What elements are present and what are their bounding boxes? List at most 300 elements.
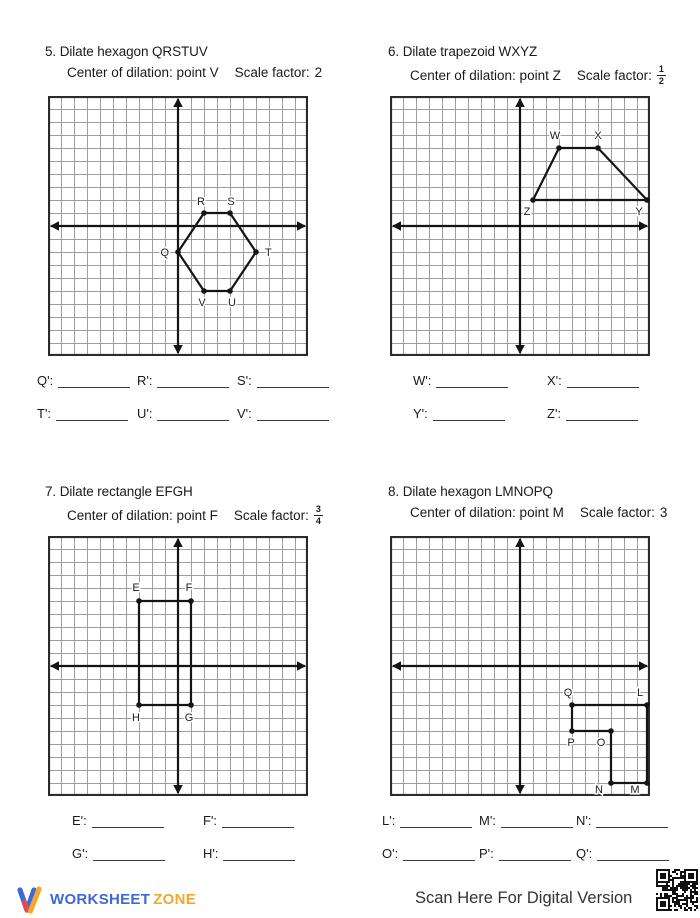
center-of-dilation-label: Center of dilation: point V	[67, 65, 219, 80]
qr-module	[674, 893, 676, 895]
qr-module	[686, 903, 688, 905]
qr-module	[684, 885, 686, 887]
problem-subtitle	[67, 505, 323, 526]
qr-module	[678, 899, 680, 901]
answer-label: X':	[547, 373, 562, 388]
qr-module	[680, 895, 682, 897]
axis-arrow	[50, 221, 59, 231]
vertex-label-Y: Y	[635, 206, 643, 218]
center-of-dilation-label: Center of dilation: point M	[410, 505, 564, 520]
vertex-label-N: N	[595, 784, 603, 796]
qr-module	[676, 901, 678, 903]
qr-module	[666, 885, 668, 887]
qr-module	[692, 883, 694, 885]
qr-module	[656, 883, 658, 885]
axis-arrow	[297, 661, 306, 671]
qr-module	[690, 891, 692, 893]
logo-text-worksheet: WORKSHEET	[50, 890, 151, 908]
qr-module	[694, 893, 696, 895]
axis-arrow	[173, 785, 183, 794]
answer-item	[479, 813, 576, 828]
qr-module	[672, 899, 674, 901]
qr-module	[682, 889, 684, 891]
answer-label: S':	[237, 373, 252, 388]
center-of-dilation-label: Center of dilation: point Z	[410, 68, 561, 83]
qr-module	[682, 881, 684, 883]
answer-blank[interactable]	[58, 375, 130, 388]
answer-label: L':	[382, 813, 396, 828]
scale-factor-value: 3	[659, 505, 668, 520]
qr-module	[660, 885, 662, 887]
qr-module	[676, 899, 678, 901]
qr-module	[676, 895, 678, 897]
qr-module	[686, 895, 688, 897]
axis-arrow	[515, 98, 525, 107]
qr-module	[682, 883, 684, 885]
qr-module	[686, 889, 688, 891]
qr-module	[696, 905, 698, 907]
answer-row	[373, 846, 700, 879]
qr-module	[696, 901, 698, 903]
qr-module	[672, 893, 674, 895]
qr-module	[686, 901, 688, 903]
qr-module	[684, 891, 686, 893]
answer-label: Y':	[413, 406, 428, 421]
qr-module	[666, 883, 668, 885]
answer-row	[30, 406, 370, 439]
qr-module	[696, 883, 698, 885]
qr-module	[684, 887, 686, 889]
answer-blank[interactable]	[222, 815, 294, 828]
vertex-label-E: E	[132, 582, 140, 594]
answer-label: H':	[203, 846, 219, 861]
scale-factor-label: Scale factor:	[576, 68, 652, 83]
vertex-label-M: M	[630, 784, 640, 796]
qr-module	[680, 883, 682, 885]
answer-row	[373, 373, 700, 406]
qr-module	[692, 887, 694, 889]
qr-module	[692, 897, 694, 899]
qr-module	[676, 873, 678, 875]
logo-w-icon	[15, 884, 47, 914]
answer-label: P':	[479, 846, 494, 861]
vertex-dot-P	[569, 728, 575, 734]
qr-module	[696, 897, 698, 899]
qr-module	[678, 877, 680, 879]
qr-module	[674, 909, 676, 911]
answer-item	[547, 406, 681, 421]
qr-module	[672, 877, 674, 879]
qr-module	[686, 887, 688, 889]
problem-title: 8. Dilate hexagon LMNOPQ	[388, 484, 553, 499]
qr-module	[666, 895, 668, 897]
answer-blank[interactable]	[92, 815, 164, 828]
qr-module	[656, 885, 658, 887]
answer-blank[interactable]	[257, 375, 329, 388]
qr-module	[688, 897, 690, 899]
problem-title: 6. Dilate trapezoid WXYZ	[388, 44, 538, 59]
answer-section	[30, 813, 370, 879]
qr-module	[682, 899, 684, 901]
answer-label: Q':	[576, 846, 593, 861]
vertex-dot-Q	[569, 702, 575, 708]
qr-module	[690, 897, 692, 899]
axis-arrow	[392, 661, 401, 671]
qr-module	[670, 909, 672, 911]
qr-module	[674, 887, 676, 889]
scale-factor-value: 2	[314, 65, 323, 80]
answer-label: T':	[37, 406, 52, 421]
qr-module	[684, 889, 686, 891]
answer-item	[547, 373, 681, 388]
axis-arrow	[173, 345, 183, 354]
qr-module	[682, 877, 684, 879]
qr-module	[668, 889, 670, 891]
vertex-label-T: T	[265, 247, 272, 259]
fraction-denominator: 2	[658, 76, 664, 86]
answer-item	[382, 813, 479, 828]
qr-module	[680, 873, 682, 875]
qr-module	[676, 885, 678, 887]
qr-module	[680, 881, 682, 883]
qr-module	[674, 869, 676, 871]
qr-module	[694, 901, 696, 903]
qr-module	[676, 869, 678, 871]
qr-module	[692, 885, 694, 887]
answer-label: N':	[576, 813, 592, 828]
qr-module	[658, 885, 660, 887]
answer-item	[203, 813, 334, 828]
qr-module	[678, 869, 680, 871]
answer-section	[373, 813, 700, 879]
answer-item	[72, 813, 203, 828]
qr-module	[676, 887, 678, 889]
qr-module	[670, 887, 672, 889]
scan-here-text: Scan Here For Digital Version	[415, 889, 633, 907]
answer-label: R':	[137, 373, 153, 388]
qr-module	[674, 905, 676, 907]
qr-module	[694, 909, 696, 911]
qr-module	[664, 885, 666, 887]
qr-module	[672, 885, 674, 887]
vertex-label-S: S	[227, 196, 235, 208]
scale-factor-value	[657, 65, 666, 86]
qr-module	[680, 905, 682, 907]
vertex-dot-N	[608, 780, 614, 786]
qr-module	[684, 903, 686, 905]
axis-arrow	[173, 538, 183, 547]
qr-module	[672, 883, 674, 885]
scale-factor-label: Scale factor:	[234, 65, 310, 80]
qr-module	[680, 875, 682, 877]
answer-blank[interactable]	[157, 408, 229, 421]
qr-module	[696, 893, 698, 895]
vertex-dot-U	[227, 288, 233, 294]
qr-module	[690, 899, 692, 901]
vertex-dot-Q	[175, 249, 181, 255]
qr-module	[670, 889, 672, 891]
problem-5	[30, 40, 370, 480]
qr-module	[694, 889, 696, 891]
answer-item	[37, 406, 137, 421]
qr-module	[672, 871, 674, 873]
qr-module	[692, 895, 694, 897]
qr-module	[664, 893, 666, 895]
answer-label: F':	[203, 813, 218, 828]
qr-module	[656, 893, 658, 895]
qr-module	[690, 885, 692, 887]
qr-module	[682, 893, 684, 895]
scale-factor-label: Scale factor:	[233, 508, 309, 523]
qr-module	[670, 879, 672, 881]
qr-module	[662, 885, 664, 887]
scale-fraction	[657, 65, 666, 86]
qr-module	[670, 875, 672, 877]
axis-arrow	[50, 661, 59, 671]
qr-module	[672, 897, 674, 899]
qr-module	[694, 887, 696, 889]
qr-module	[684, 899, 686, 901]
qr-module	[666, 889, 668, 891]
answer-blank[interactable]	[596, 815, 668, 828]
vertex-dot-X	[595, 145, 601, 151]
answer-label: U':	[137, 406, 153, 421]
answer-blank[interactable]	[93, 848, 165, 861]
answer-blank[interactable]	[433, 408, 505, 421]
qr-module	[672, 901, 674, 903]
answer-label: G':	[72, 846, 89, 861]
answer-blank[interactable]	[499, 848, 571, 861]
answer-item	[72, 846, 203, 861]
qr-module	[686, 883, 688, 885]
coordinate-grid	[48, 96, 308, 356]
answer-label: E':	[72, 813, 87, 828]
problem-title: 5. Dilate hexagon QRSTUV	[45, 44, 208, 59]
qr-module	[666, 893, 668, 895]
vertex-dot-O	[608, 728, 614, 734]
axis-arrow	[639, 221, 648, 231]
answer-blank[interactable]	[597, 848, 669, 861]
qr-module	[660, 893, 662, 895]
problem-title: 7. Dilate rectangle EFGH	[45, 484, 193, 499]
problem-6	[373, 40, 700, 480]
qr-module	[692, 901, 694, 903]
qr-module	[684, 897, 686, 899]
qr-module	[672, 891, 674, 893]
vertex-dot-F	[188, 598, 194, 604]
qr-module	[670, 905, 672, 907]
qr-module	[680, 877, 682, 879]
qr-module	[696, 899, 698, 901]
answer-item	[479, 846, 576, 861]
answer-label: M':	[479, 813, 496, 828]
coordinate-grid	[390, 96, 650, 356]
vertex-label-V: V	[198, 297, 206, 309]
problem-subtitle	[410, 505, 667, 520]
worksheetzone-logo	[15, 884, 196, 914]
vertex-dot-W	[556, 145, 562, 151]
qr-module	[674, 877, 676, 879]
qr-module	[686, 897, 688, 899]
answer-blank[interactable]	[223, 848, 295, 861]
qr-module	[688, 883, 690, 885]
axis-arrow	[515, 345, 525, 354]
qr-module	[678, 901, 680, 903]
logo-w-red-stroke	[24, 903, 27, 911]
qr-module	[660, 895, 662, 897]
qr-module	[676, 877, 678, 879]
answer-row	[30, 373, 370, 406]
answer-blank[interactable]	[436, 375, 508, 388]
axis-arrow	[515, 785, 525, 794]
qr-module	[692, 891, 694, 893]
vertex-dot-T	[253, 249, 259, 255]
qr-module	[682, 871, 684, 873]
qr-module	[662, 887, 664, 889]
answer-item	[576, 813, 673, 828]
qr-module	[664, 895, 666, 897]
qr-module	[686, 905, 688, 907]
answer-section	[373, 373, 700, 439]
answer-item	[413, 406, 547, 421]
answer-blank[interactable]	[501, 815, 573, 828]
vertex-label-F: F	[185, 582, 193, 594]
vertex-dot-L	[644, 702, 650, 708]
qr-module	[690, 907, 692, 909]
qr-module	[672, 879, 674, 881]
qr-module	[696, 907, 698, 909]
qr-module	[678, 905, 680, 907]
vertex-dot-E	[136, 598, 142, 604]
answer-row	[373, 406, 700, 439]
vertex-dot-V	[201, 288, 207, 294]
qr-module	[668, 895, 670, 897]
qr-module	[674, 891, 676, 893]
problem-subtitle	[67, 65, 322, 80]
qr-module	[688, 907, 690, 909]
qr-module	[682, 885, 684, 887]
qr-module	[668, 885, 670, 887]
qr-module	[662, 889, 664, 891]
answer-label: O':	[382, 846, 399, 861]
vertex-label-Z: Z	[523, 206, 531, 218]
qr-module	[682, 895, 684, 897]
qr-module	[686, 899, 688, 901]
qr-finder-core	[660, 873, 666, 879]
vertex-label-H: H	[132, 712, 140, 724]
scale-factor-value	[314, 505, 323, 526]
answer-item	[382, 846, 479, 861]
qr-module	[694, 883, 696, 885]
answer-label: Q':	[37, 373, 54, 388]
qr-module	[664, 887, 666, 889]
qr-module	[678, 903, 680, 905]
vertex-dot-G	[188, 702, 194, 708]
qr-module	[696, 887, 698, 889]
answer-item	[137, 406, 237, 421]
qr-module	[696, 891, 698, 893]
vertex-dot-S	[227, 210, 233, 216]
qr-module	[690, 895, 692, 897]
qr-module	[684, 909, 686, 911]
qr-module	[680, 885, 682, 887]
problem-7	[30, 480, 370, 918]
logo-text-zone: ZONE	[153, 890, 197, 908]
vertex-dot-Z	[530, 197, 536, 203]
vertex-label-G: G	[184, 712, 194, 724]
qr-module	[680, 887, 682, 889]
problem-8	[373, 480, 700, 918]
qr-module	[674, 903, 676, 905]
vertex-dot-M	[644, 780, 650, 786]
answer-item	[413, 373, 547, 388]
fraction-numerator: 1	[658, 64, 664, 74]
qr-finder-core	[688, 873, 694, 879]
qr-module	[672, 881, 674, 883]
qr-module	[670, 895, 672, 897]
vertex-label-L: L	[636, 687, 644, 699]
answer-item	[237, 373, 337, 388]
answer-blank[interactable]	[567, 375, 639, 388]
qr-module	[684, 907, 686, 909]
answer-blank[interactable]	[400, 815, 472, 828]
answer-row	[30, 846, 370, 879]
answer-label: V':	[237, 406, 252, 421]
answer-blank[interactable]	[403, 848, 475, 861]
qr-module	[684, 883, 686, 885]
answer-blank[interactable]	[56, 408, 128, 421]
qr-module	[682, 887, 684, 889]
qr-module	[674, 897, 676, 899]
qr-module	[694, 885, 696, 887]
scale-factor-label: Scale factor:	[579, 505, 655, 520]
qr-module	[672, 889, 674, 891]
vertex-label-Q: Q	[563, 687, 573, 699]
axis-arrow	[173, 98, 183, 107]
qr-module	[674, 889, 676, 891]
qr-module	[686, 885, 688, 887]
qr-module	[690, 909, 692, 911]
vertex-label-R: R	[197, 196, 205, 208]
answer-blank[interactable]	[257, 408, 329, 421]
vertex-label-U: U	[228, 297, 236, 309]
qr-module	[682, 875, 684, 877]
qr-module	[680, 871, 682, 873]
qr-module	[666, 887, 668, 889]
qr-code	[656, 869, 698, 911]
qr-module	[692, 903, 694, 905]
vertex-dot-Y	[644, 197, 650, 203]
axis-arrow	[515, 538, 525, 547]
coordinate-grid	[390, 536, 650, 796]
answer-row	[30, 813, 370, 846]
answer-blank[interactable]	[157, 375, 229, 388]
qr-module	[664, 889, 666, 891]
answer-item	[576, 846, 673, 861]
fraction-numerator: 3	[315, 504, 321, 514]
qr-module	[676, 903, 678, 905]
qr-module	[690, 889, 692, 891]
problem-subtitle	[410, 65, 666, 86]
answer-item	[237, 406, 337, 421]
answer-blank[interactable]	[566, 408, 638, 421]
vertex-dot-H	[136, 702, 142, 708]
qr-module	[676, 909, 678, 911]
qr-module	[680, 907, 682, 909]
answer-section	[30, 373, 370, 439]
qr-module	[690, 901, 692, 903]
qr-module	[694, 891, 696, 893]
